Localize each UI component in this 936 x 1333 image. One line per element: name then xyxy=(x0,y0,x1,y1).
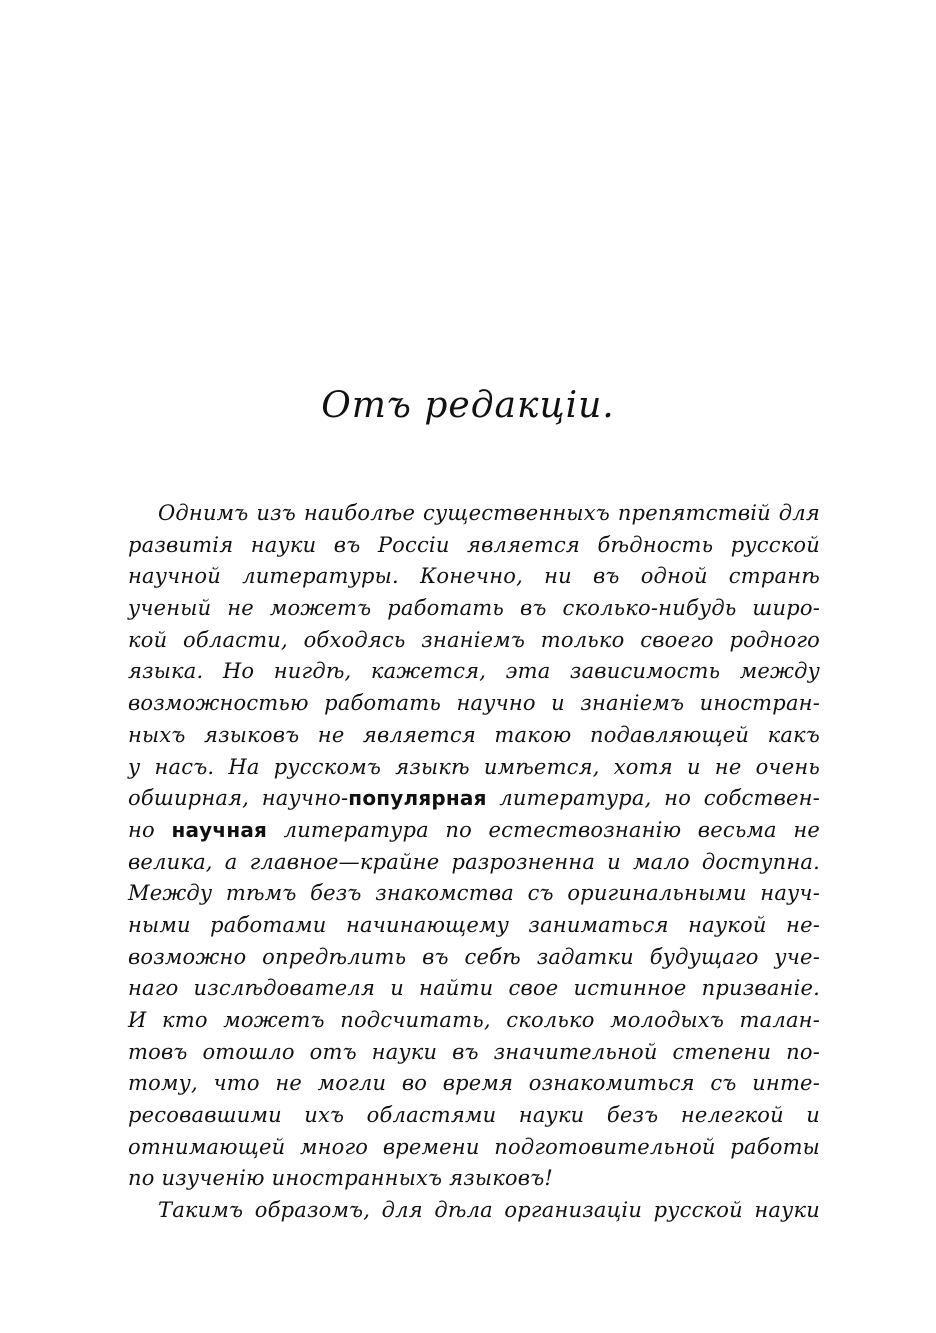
text-segment: но xyxy=(128,817,172,842)
text-segment: литература, но собствен- xyxy=(486,786,820,811)
text-line: развитія науки въ Россіи является бѣдность русской xyxy=(128,532,820,557)
text-line: кой области, обходясь знаніемъ только своего родного xyxy=(128,627,820,652)
text-segment: литература по естествознанію весьма не xyxy=(267,817,820,842)
text-line: ресовавшими ихъ областями науки безъ нелегкой и xyxy=(128,1103,820,1128)
text-line: товъ отошло отъ науки въ значительной степени по- xyxy=(128,1039,820,1064)
bold-term-popular: популярная xyxy=(348,786,487,811)
text-line: Такимъ образомъ, для дѣла организаціи русской науки xyxy=(158,1198,820,1223)
page-title: Отъ редакціи. xyxy=(321,385,615,426)
text-line: наго изслѣдователя и найти свое истинное призваніе. xyxy=(128,976,820,1001)
text-line: велика, а главное—крайне разрозненна и мало доступна. xyxy=(128,849,820,874)
body-paragraph xyxy=(128,498,820,1227)
text-line: отнимающей много времени подготовительной работы xyxy=(128,1134,820,1159)
text-line: возможно опредѣлить въ себѣ задатки будущаго уче- xyxy=(128,944,820,969)
text-line-with-emphasis xyxy=(128,783,820,815)
text-line: по изученію иностранныхъ языковъ! xyxy=(128,1166,554,1191)
text-line: ныхъ языковъ не является такою подавляющей какъ xyxy=(128,722,820,747)
text-line: возможностью работать научно и знаніемъ иностран- xyxy=(128,691,820,716)
text-line: тому, что не могли во время ознакомиться съ инте- xyxy=(128,1071,820,1096)
text-line: ученый не можетъ работать въ сколько-нибудь широ- xyxy=(128,596,820,621)
bold-term-scientific: научная xyxy=(171,817,268,842)
text-line: И кто можетъ подсчитать, сколько молодыхъ талан- xyxy=(128,1008,820,1032)
text-line: у насъ. На русскомъ языкѣ имѣется, хотя и не очень xyxy=(128,754,820,779)
text-line: научной литературы. Конечно, ни въ одной странѣ xyxy=(128,564,820,589)
text-line: Между тѣмъ безъ знакомства съ оригинальными науч- xyxy=(128,881,820,906)
text-line-with-emphasis xyxy=(128,815,820,847)
text-segment: обширная, научно- xyxy=(128,786,349,811)
text-line: Однимъ изъ наиболѣе существенныхъ препятствій для xyxy=(158,501,820,525)
text-line: ными работами начинающему заниматься наукой не- xyxy=(128,912,820,937)
text-line: языка. Но нигдѣ, кажется, эта зависимость между xyxy=(128,659,820,684)
